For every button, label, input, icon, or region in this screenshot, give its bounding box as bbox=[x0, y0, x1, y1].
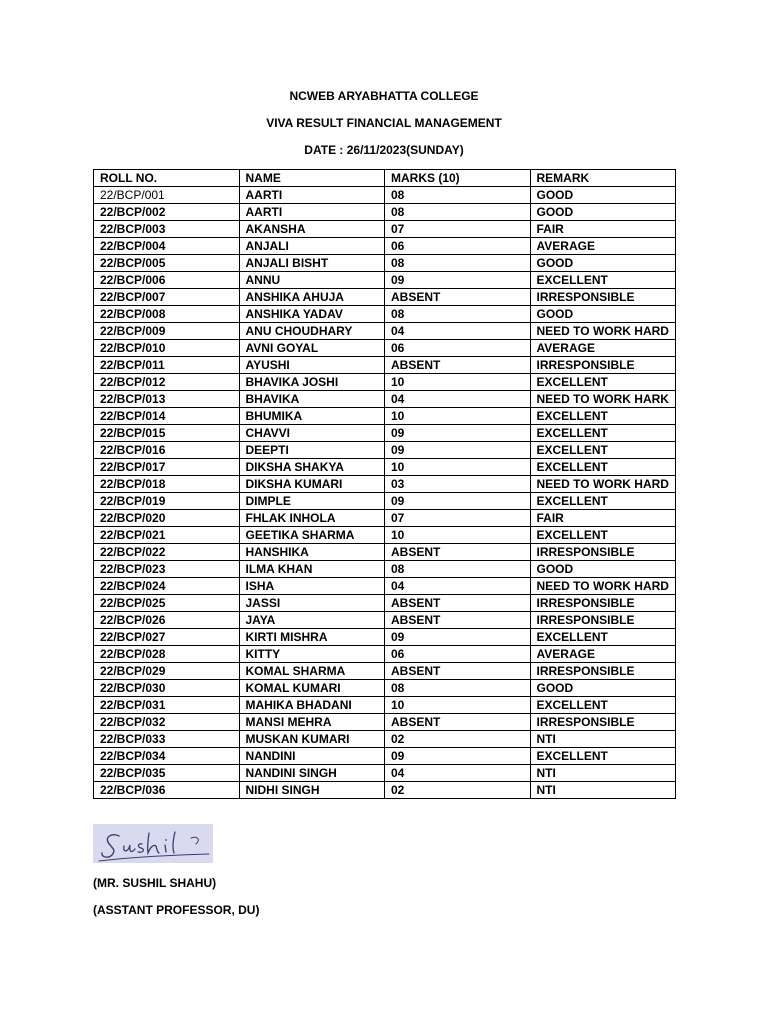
marks-cell: 06 bbox=[385, 340, 531, 357]
result-date: DATE : 26/11/2023(SUNDAY) bbox=[304, 143, 464, 157]
name-cell: JAYA bbox=[239, 612, 385, 629]
marks-cell: ABSENT bbox=[385, 544, 531, 561]
remark-cell: EXCELLENT bbox=[530, 527, 676, 544]
remark-cell: EXCELLENT bbox=[530, 425, 676, 442]
remark-cell: EXCELLENT bbox=[530, 493, 676, 510]
table-row bbox=[94, 340, 676, 357]
marks-cell: 09 bbox=[385, 272, 531, 289]
remark-cell: GOOD bbox=[530, 561, 676, 578]
roll-no-cell: 22/BCP/014 bbox=[94, 408, 240, 425]
marks-cell: ABSENT bbox=[385, 357, 531, 374]
roll-no-cell: 22/BCP/013 bbox=[94, 391, 240, 408]
table-row bbox=[94, 493, 676, 510]
marks-cell: 02 bbox=[385, 782, 531, 799]
remark-cell: NTI bbox=[530, 782, 676, 799]
name-cell: CHAVVI bbox=[239, 425, 385, 442]
roll-no-cell: 22/BCP/015 bbox=[94, 425, 240, 442]
remark-cell: EXCELLENT bbox=[530, 748, 676, 765]
table-row bbox=[94, 527, 676, 544]
table-row bbox=[94, 204, 676, 221]
marks-cell: 08 bbox=[385, 561, 531, 578]
marks-cell: 09 bbox=[385, 425, 531, 442]
roll-no-cell: 22/BCP/010 bbox=[94, 340, 240, 357]
name-cell: AVNI GOYAL bbox=[239, 340, 385, 357]
remark-cell: GOOD bbox=[530, 187, 676, 204]
roll-no-cell: 22/BCP/029 bbox=[94, 663, 240, 680]
table-row bbox=[94, 442, 676, 459]
roll-no-cell: 22/BCP/006 bbox=[94, 272, 240, 289]
name-cell: KIRTI MISHRA bbox=[239, 629, 385, 646]
name-cell: ISHA bbox=[239, 578, 385, 595]
marks-cell: 08 bbox=[385, 204, 531, 221]
table-row bbox=[94, 544, 676, 561]
roll-no-cell: 22/BCP/035 bbox=[94, 765, 240, 782]
name-cell: NANDINI SINGH bbox=[239, 765, 385, 782]
roll-no-cell: 22/BCP/023 bbox=[94, 561, 240, 578]
marks-cell: 09 bbox=[385, 748, 531, 765]
name-cell: KOMAL SHARMA bbox=[239, 663, 385, 680]
remark-cell: AVERAGE bbox=[530, 646, 676, 663]
results-table-body bbox=[94, 187, 676, 799]
marks-cell: 10 bbox=[385, 408, 531, 425]
roll-no-cell: 22/BCP/009 bbox=[94, 323, 240, 340]
marks-cell: 08 bbox=[385, 187, 531, 204]
results-table bbox=[93, 169, 676, 799]
name-cell: ANSHIKA YADAV bbox=[239, 306, 385, 323]
marks-cell: 06 bbox=[385, 646, 531, 663]
table-row bbox=[94, 578, 676, 595]
marks-cell: 10 bbox=[385, 459, 531, 476]
table-row bbox=[94, 697, 676, 714]
remark-cell: EXCELLENT bbox=[530, 408, 676, 425]
name-cell: ANU CHOUDHARY bbox=[239, 323, 385, 340]
table-row bbox=[94, 221, 676, 238]
table-row bbox=[94, 680, 676, 697]
table-row bbox=[94, 629, 676, 646]
remark-cell: EXCELLENT bbox=[530, 697, 676, 714]
name-cell: MANSI MEHRA bbox=[239, 714, 385, 731]
roll-no-cell: 22/BCP/002 bbox=[94, 204, 240, 221]
table-row bbox=[94, 323, 676, 340]
roll-no-cell: 22/BCP/025 bbox=[94, 595, 240, 612]
column-header-roll-no: ROLL NO. bbox=[94, 170, 240, 187]
remark-cell: IRRESPONSIBLE bbox=[530, 612, 676, 629]
roll-no-cell: 22/BCP/024 bbox=[94, 578, 240, 595]
marks-cell: ABSENT bbox=[385, 663, 531, 680]
table-row bbox=[94, 595, 676, 612]
name-cell: DIKSHA SHAKYA bbox=[239, 459, 385, 476]
name-cell: BHUMIKA bbox=[239, 408, 385, 425]
name-cell: BHAVIKA JOSHI bbox=[239, 374, 385, 391]
remark-cell: IRRESPONSIBLE bbox=[530, 289, 676, 306]
remark-cell: IRRESPONSIBLE bbox=[530, 663, 676, 680]
name-cell: GEETIKA SHARMA bbox=[239, 527, 385, 544]
table-row bbox=[94, 765, 676, 782]
marks-cell: 06 bbox=[385, 238, 531, 255]
name-cell: ANSHIKA AHUJA bbox=[239, 289, 385, 306]
remark-cell: GOOD bbox=[530, 306, 676, 323]
table-row bbox=[94, 391, 676, 408]
header-row bbox=[94, 170, 676, 187]
marks-cell: ABSENT bbox=[385, 714, 531, 731]
marks-cell: 10 bbox=[385, 374, 531, 391]
roll-no-cell: 22/BCP/031 bbox=[94, 697, 240, 714]
remark-cell: NEED TO WORK HARD bbox=[530, 578, 676, 595]
marks-cell: 02 bbox=[385, 731, 531, 748]
roll-no-cell: 22/BCP/011 bbox=[94, 357, 240, 374]
roll-no-cell: 22/BCP/017 bbox=[94, 459, 240, 476]
table-row bbox=[94, 289, 676, 306]
remark-cell: NTI bbox=[530, 731, 676, 748]
marks-cell: ABSENT bbox=[385, 595, 531, 612]
name-cell: DEEPTI bbox=[239, 442, 385, 459]
remark-cell: FAIR bbox=[530, 221, 676, 238]
table-row bbox=[94, 459, 676, 476]
table-row bbox=[94, 748, 676, 765]
name-cell: FHLAK INHOLA bbox=[239, 510, 385, 527]
roll-no-cell: 22/BCP/030 bbox=[94, 680, 240, 697]
table-row bbox=[94, 408, 676, 425]
roll-no-cell: 22/BCP/033 bbox=[94, 731, 240, 748]
table-row bbox=[94, 714, 676, 731]
remark-cell: IRRESPONSIBLE bbox=[530, 357, 676, 374]
roll-no-cell: 22/BCP/020 bbox=[94, 510, 240, 527]
name-cell: ANJALI bbox=[239, 238, 385, 255]
remark-cell: IRRESPONSIBLE bbox=[530, 714, 676, 731]
marks-cell: 04 bbox=[385, 391, 531, 408]
marks-cell: 09 bbox=[385, 493, 531, 510]
roll-no-cell: 22/BCP/026 bbox=[94, 612, 240, 629]
roll-no-cell: 22/BCP/019 bbox=[94, 493, 240, 510]
marks-cell: 08 bbox=[385, 680, 531, 697]
roll-no-cell: 22/BCP/005 bbox=[94, 255, 240, 272]
roll-no-cell: 22/BCP/018 bbox=[94, 476, 240, 493]
roll-no-cell: 22/BCP/032 bbox=[94, 714, 240, 731]
name-cell: JASSI bbox=[239, 595, 385, 612]
signature-image bbox=[93, 824, 213, 863]
marks-cell: 04 bbox=[385, 765, 531, 782]
table-row bbox=[94, 374, 676, 391]
roll-no-cell: 22/BCP/012 bbox=[94, 374, 240, 391]
marks-cell: 08 bbox=[385, 306, 531, 323]
table-row bbox=[94, 306, 676, 323]
remark-cell: IRRESPONSIBLE bbox=[530, 544, 676, 561]
column-header-name: NAME bbox=[239, 170, 385, 187]
remark-cell: NEED TO WORK HARK bbox=[530, 391, 676, 408]
roll-no-cell: 22/BCP/016 bbox=[94, 442, 240, 459]
remark-cell: EXCELLENT bbox=[530, 442, 676, 459]
roll-no-cell: 22/BCP/004 bbox=[94, 238, 240, 255]
table-row bbox=[94, 187, 676, 204]
table-row bbox=[94, 646, 676, 663]
marks-cell: 10 bbox=[385, 697, 531, 714]
remark-cell: NEED TO WORK HARD bbox=[530, 476, 676, 493]
roll-no-cell: 22/BCP/028 bbox=[94, 646, 240, 663]
name-cell: AKANSHA bbox=[239, 221, 385, 238]
name-cell: DIKSHA KUMARI bbox=[239, 476, 385, 493]
college-title: NCWEB ARYABHATTA COLLEGE bbox=[289, 89, 479, 103]
name-cell: NIDHI SINGH bbox=[239, 782, 385, 799]
marks-cell: 08 bbox=[385, 255, 531, 272]
name-cell: NANDINI bbox=[239, 748, 385, 765]
table-row bbox=[94, 612, 676, 629]
table-row bbox=[94, 476, 676, 493]
remark-cell: IRRESPONSIBLE bbox=[530, 595, 676, 612]
remark-cell: GOOD bbox=[530, 204, 676, 221]
name-cell: AARTI bbox=[239, 187, 385, 204]
table-row bbox=[94, 357, 676, 374]
signatory-name: (MR. SUSHIL SHAHU) bbox=[93, 876, 217, 890]
name-cell: KITTY bbox=[239, 646, 385, 663]
name-cell: DIMPLE bbox=[239, 493, 385, 510]
roll-no-cell: 22/BCP/003 bbox=[94, 221, 240, 238]
signature-handwriting bbox=[93, 824, 213, 863]
table-row bbox=[94, 561, 676, 578]
result-title: VIVA RESULT FINANCIAL MANAGEMENT bbox=[266, 116, 502, 130]
remark-cell: EXCELLENT bbox=[530, 459, 676, 476]
marks-cell: 07 bbox=[385, 221, 531, 238]
table-row bbox=[94, 510, 676, 527]
column-header-marks: MARKS (10) bbox=[385, 170, 531, 187]
name-cell: ANNU bbox=[239, 272, 385, 289]
marks-cell: ABSENT bbox=[385, 612, 531, 629]
marks-cell: 09 bbox=[385, 629, 531, 646]
name-cell: MUSKAN KUMARI bbox=[239, 731, 385, 748]
remark-cell: EXCELLENT bbox=[530, 374, 676, 391]
column-header-remark: REMARK bbox=[530, 170, 676, 187]
roll-no-cell: 22/BCP/027 bbox=[94, 629, 240, 646]
marks-cell: 09 bbox=[385, 442, 531, 459]
table-row bbox=[94, 782, 676, 799]
remark-cell: GOOD bbox=[530, 255, 676, 272]
name-cell: AYUSHI bbox=[239, 357, 385, 374]
table-row bbox=[94, 731, 676, 748]
table-row bbox=[94, 255, 676, 272]
marks-cell: 07 bbox=[385, 510, 531, 527]
table-row bbox=[94, 663, 676, 680]
table-row bbox=[94, 238, 676, 255]
roll-no-cell: 22/BCP/007 bbox=[94, 289, 240, 306]
roll-no-cell: 22/BCP/001 bbox=[94, 187, 240, 204]
name-cell: AARTI bbox=[239, 204, 385, 221]
remark-cell: NTI bbox=[530, 765, 676, 782]
remark-cell: AVERAGE bbox=[530, 340, 676, 357]
name-cell: KOMAL KUMARI bbox=[239, 680, 385, 697]
name-cell: MAHIKA BHADANI bbox=[239, 697, 385, 714]
remark-cell: EXCELLENT bbox=[530, 272, 676, 289]
remark-cell: GOOD bbox=[530, 680, 676, 697]
name-cell: ANJALI BISHT bbox=[239, 255, 385, 272]
marks-cell: 10 bbox=[385, 527, 531, 544]
marks-cell: 04 bbox=[385, 323, 531, 340]
marks-cell: ABSENT bbox=[385, 289, 531, 306]
marks-cell: 03 bbox=[385, 476, 531, 493]
roll-no-cell: 22/BCP/021 bbox=[94, 527, 240, 544]
remark-cell: NEED TO WORK HARD bbox=[530, 323, 676, 340]
name-cell: BHAVIKA bbox=[239, 391, 385, 408]
roll-no-cell: 22/BCP/008 bbox=[94, 306, 240, 323]
signatory-designation: (ASSTANT PROFESSOR, DU) bbox=[93, 903, 260, 917]
roll-no-cell: 22/BCP/022 bbox=[94, 544, 240, 561]
table-row bbox=[94, 272, 676, 289]
remark-cell: FAIR bbox=[530, 510, 676, 527]
table-row bbox=[94, 425, 676, 442]
marks-cell: 04 bbox=[385, 578, 531, 595]
remark-cell: EXCELLENT bbox=[530, 629, 676, 646]
results-table-header bbox=[94, 170, 676, 187]
remark-cell: AVERAGE bbox=[530, 238, 676, 255]
roll-no-cell: 22/BCP/034 bbox=[94, 748, 240, 765]
name-cell: HANSHIKA bbox=[239, 544, 385, 561]
name-cell: ILMA KHAN bbox=[239, 561, 385, 578]
roll-no-cell: 22/BCP/036 bbox=[94, 782, 240, 799]
